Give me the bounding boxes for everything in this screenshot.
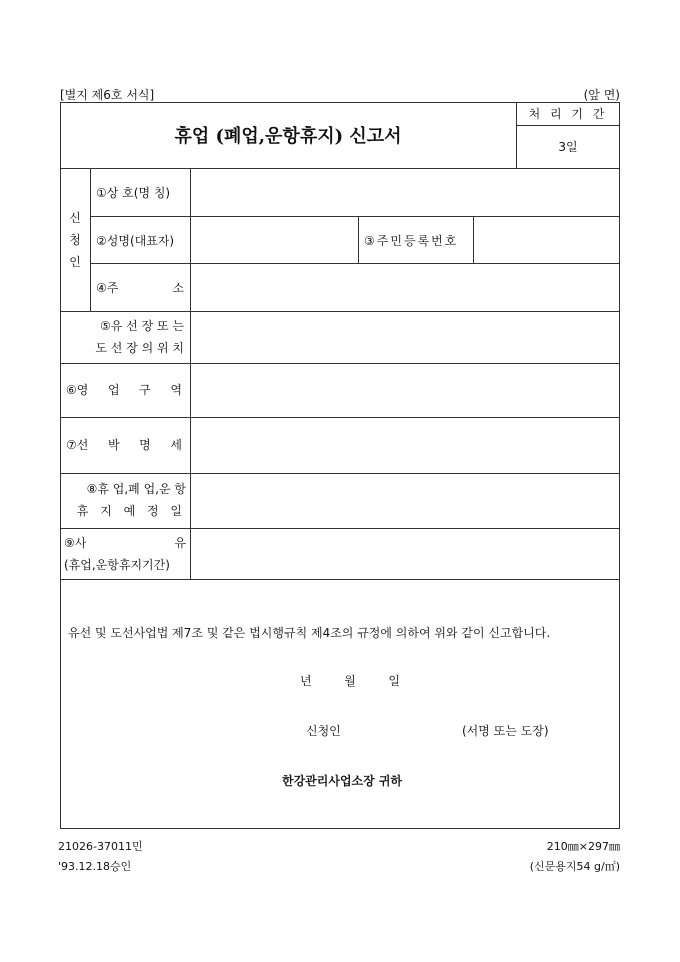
business-name-label: ①상 호(명 칭) <box>96 186 171 200</box>
vessel-details-label <box>66 434 182 456</box>
label-char: 신 <box>69 210 81 225</box>
label-part: 구 <box>139 383 151 397</box>
applicant-sign-label: 신청인 <box>306 724 341 738</box>
representative-name-field[interactable] <box>191 217 357 262</box>
label-part: ④주 <box>96 281 119 295</box>
signature-label: (서명 또는 도장) <box>462 724 549 738</box>
date-year-label: 년 <box>300 674 312 688</box>
reason-label <box>64 532 186 576</box>
business-name-field[interactable] <box>191 169 619 215</box>
label-line: 휴 지 예 정 일 <box>76 504 186 518</box>
label-char: 청 <box>69 232 81 247</box>
label-part: 역 <box>170 383 182 397</box>
label-part: ⑥영 <box>66 383 89 397</box>
processing-period-value: 3일 <box>558 140 578 154</box>
label-part: 박 <box>107 438 120 452</box>
resident-number-field[interactable] <box>474 217 619 262</box>
location-label <box>66 315 184 359</box>
form-number: [별지 제6호 서식] <box>60 88 155 102</box>
label-line: 도 선 장 의 위 치 <box>95 341 184 355</box>
location-field[interactable] <box>191 312 619 362</box>
label-part: 업 <box>107 383 120 397</box>
form-code: 21026-37011민 <box>58 840 143 853</box>
date-month-label: 월 <box>344 674 356 688</box>
label-part: 소 <box>172 281 184 295</box>
business-area-label <box>66 379 182 401</box>
label-part: ⑨사 <box>64 536 87 550</box>
date-day-label: 일 <box>388 674 400 688</box>
resident-number-label: ③주민등록번호 <box>364 234 459 248</box>
address-field[interactable] <box>191 264 619 310</box>
label-part: 명 <box>139 438 151 452</box>
address-label <box>96 279 184 296</box>
label-line: ⑧휴 업,폐 업,운 항 <box>86 482 186 496</box>
label-part: ⑦선 <box>66 438 89 452</box>
vessel-details-field[interactable] <box>191 418 619 472</box>
paper-type: (신문용지54 g/㎡) <box>529 860 620 873</box>
approval-date: '93.12.18승인 <box>58 860 132 873</box>
page-side: (앞 면) <box>583 88 620 102</box>
form-title: 휴업 (폐업,운항휴지) 신고서 <box>174 126 402 147</box>
scheduled-date-label <box>66 478 186 522</box>
processing-period-label: 처 리 기 간 <box>528 107 608 121</box>
applicant-group-label <box>60 168 90 311</box>
label-line: (휴업,운항휴지기간) <box>64 558 170 572</box>
scheduled-date-field[interactable] <box>191 474 619 527</box>
label-line: ⑤유 선 장 또 는 <box>100 319 184 333</box>
reason-field[interactable] <box>191 529 619 578</box>
paper-size: 210㎜×297㎜ <box>546 840 620 853</box>
label-part: 세 <box>170 438 182 452</box>
business-area-field[interactable] <box>191 364 619 416</box>
addressee: 한강관리사업소장 귀하 <box>282 774 403 788</box>
label-part: 유 <box>174 536 186 550</box>
representative-name-label: ②성명(대표자) <box>96 234 175 248</box>
declaration-statement: 유선 및 도선사업법 제7조 및 같은 법시행규칙 제4조의 규정에 의하여 위와 같이 신고합니다. <box>68 626 551 640</box>
label-char: 인 <box>69 254 81 269</box>
declaration-date <box>300 672 400 689</box>
